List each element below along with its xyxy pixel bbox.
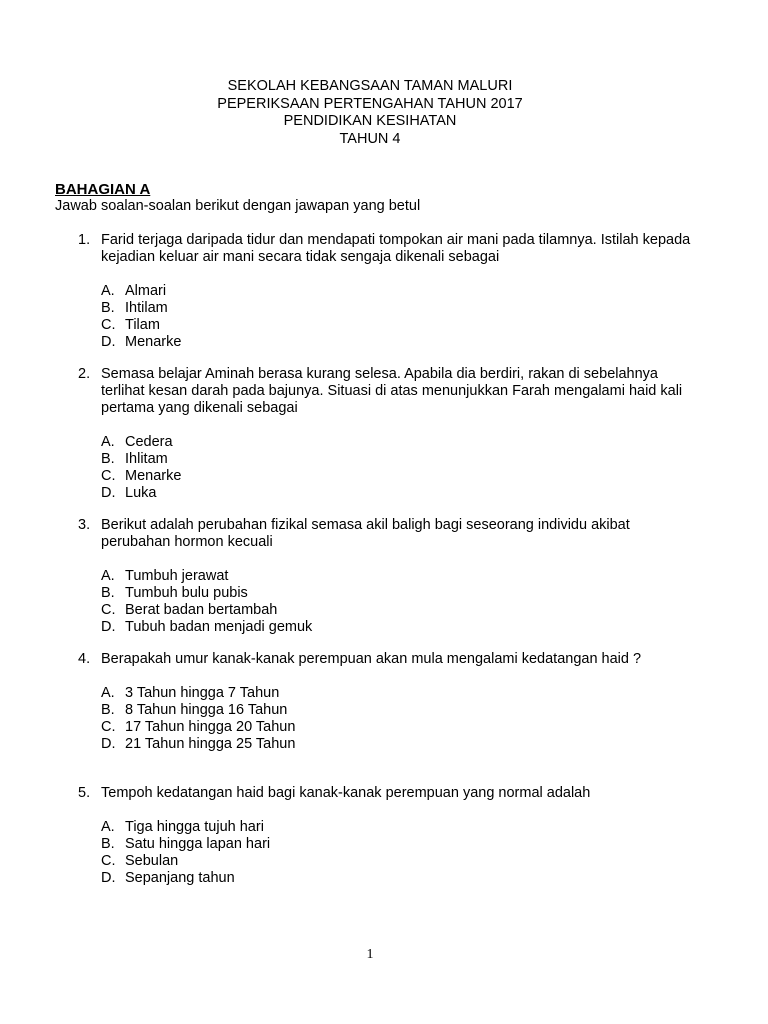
option-a (101, 685, 698, 702)
option-d (101, 736, 698, 753)
question-text: Farid terjaga daripada tidur dan mendapati tompokan air mani pada tilamnya. Istilah kepada kejadian keluar air mani secara tidak sengaja dikenali sebagai (101, 232, 691, 265)
option-text: 21 Tahun hingga 25 Tahun (125, 736, 296, 752)
option-text: Ihlitam (125, 451, 168, 467)
question-number: 2. (78, 366, 91, 382)
question-number: 5. (78, 785, 91, 801)
question-text: Tempoh kedatangan haid bagi kanak-kanak perempuan yang normal adalah (101, 785, 591, 801)
option-text: Ihtilam (125, 300, 168, 316)
option-c (101, 719, 698, 736)
option-text: Cedera (125, 434, 173, 450)
option-b (101, 836, 698, 853)
option-text: Satu hingga lapan hari (125, 836, 271, 852)
option-d (101, 485, 698, 502)
question-2 (78, 366, 698, 502)
question-number: 4. (78, 651, 91, 667)
question-text: Berikut adalah perubahan fizikal semasa akil baligh bagi seseorang individu akibat perubahan hormon kecuali (101, 517, 630, 550)
option-c (101, 468, 698, 485)
option-text: 17 Tahun hingga 20 Tahun (125, 719, 296, 735)
option-text: Tumbuh jerawat (125, 568, 229, 584)
option-text: Tilam (125, 317, 160, 333)
option-text: Almari (125, 283, 167, 299)
option-letter: D. (101, 485, 116, 501)
option-letter: B. (101, 836, 115, 852)
option-letter: A. (101, 685, 115, 701)
question-text: Berapakah umur kanak-kanak perempuan akan mula mengalami kedatangan haid ? (101, 651, 642, 667)
option-letter: C. (101, 853, 116, 869)
option-letter: B. (101, 585, 115, 601)
page-number: 1 (366, 947, 374, 962)
option-letter: B. (101, 702, 115, 718)
section-a (55, 181, 735, 215)
subject-title: PENDIDIKAN KESIHATAN (283, 113, 457, 129)
option-list (101, 434, 698, 502)
question-3 (78, 517, 698, 636)
option-text: Berat badan bertambah (125, 602, 278, 618)
option-letter: A. (101, 283, 115, 299)
option-b (101, 702, 698, 719)
option-letter: C. (101, 719, 116, 735)
option-letter: D. (101, 334, 116, 350)
option-text: Luka (125, 485, 157, 501)
option-c (101, 602, 698, 619)
option-text: Tumbuh bulu pubis (125, 585, 248, 601)
option-letter: A. (101, 819, 115, 835)
option-letter: C. (101, 317, 116, 333)
option-a (101, 568, 698, 585)
question-number: 3. (78, 517, 91, 533)
option-list (101, 283, 698, 351)
question-1 (78, 232, 698, 351)
option-letter: A. (101, 434, 115, 450)
option-list (101, 685, 698, 753)
section-title: BAHAGIAN A (55, 181, 151, 198)
option-letter: A. (101, 568, 115, 584)
exam-title: PEPERIKSAAN PERTENGAHAN TAHUN 2017 (217, 95, 523, 112)
option-letter: C. (101, 468, 116, 484)
school-name: SEKOLAH KEBANGSAAN TAMAN MALURI (227, 78, 513, 94)
option-text: Sepanjang tahun (125, 870, 235, 886)
option-letter: D. (101, 870, 116, 886)
option-a (101, 819, 698, 836)
option-text: 3 Tahun hingga 7 Tahun (125, 685, 280, 701)
option-list (101, 568, 698, 636)
option-text: Sebulan (125, 853, 179, 869)
exam-header (0, 78, 740, 148)
option-d (101, 619, 698, 636)
option-c (101, 317, 698, 334)
year-level: TAHUN 4 (339, 130, 401, 147)
option-b (101, 585, 698, 602)
option-b (101, 300, 698, 317)
question-text: Semasa belajar Aminah berasa kurang selesa. Apabila dia berdiri, rakan di sebelahnya terlihat kesan darah pada bajunya. Situasi di atas menunjukkan Farah mengalami haid kali pertama yang dikenali sebagai (101, 366, 683, 416)
question-4 (78, 651, 698, 753)
option-d (101, 870, 698, 887)
option-text: Menarke (125, 334, 182, 350)
option-letter: D. (101, 619, 116, 635)
option-letter: B. (101, 451, 115, 467)
option-list (101, 819, 698, 887)
option-text: Menarke (125, 468, 182, 484)
section-instruction: Jawab soalan-soalan berikut dengan jawapan yang betul (55, 198, 421, 214)
option-b (101, 451, 698, 468)
option-letter: B. (101, 300, 115, 316)
option-text: 8 Tahun hingga 16 Tahun (125, 702, 288, 718)
option-text: Tiga hingga tujuh hari (125, 819, 264, 835)
option-a (101, 283, 698, 300)
option-a (101, 434, 698, 451)
option-c (101, 853, 698, 870)
option-text: Tubuh badan menjadi gemuk (125, 619, 313, 635)
question-5 (78, 785, 698, 887)
option-letter: C. (101, 602, 116, 618)
question-number: 1. (78, 232, 91, 248)
option-d (101, 334, 698, 351)
option-letter: D. (101, 736, 116, 752)
